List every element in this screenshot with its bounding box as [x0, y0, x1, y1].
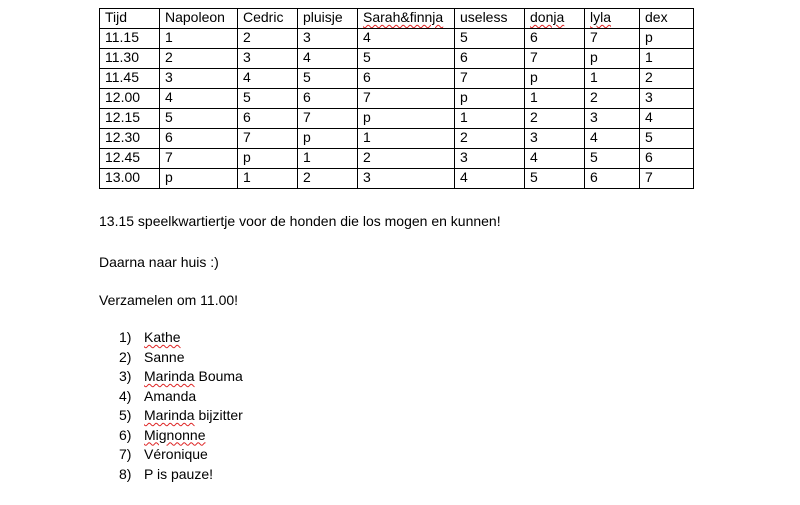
table-cell: 6	[238, 109, 298, 129]
table-row	[100, 69, 694, 89]
table-cell: 4	[160, 89, 238, 109]
table-cell: 5	[298, 69, 358, 89]
table-cell: 4	[298, 49, 358, 69]
table-cell: p	[238, 149, 298, 169]
list-number: 5)	[119, 407, 132, 423]
header-cell: dex	[640, 9, 694, 29]
table-cell: 1	[640, 49, 694, 69]
table-cell: 1	[160, 29, 238, 49]
volunteer-list	[119, 328, 243, 484]
table-cell: 6	[525, 29, 585, 49]
table-row	[100, 109, 694, 129]
header-cell-text: donja	[530, 9, 565, 25]
table-cell: 2	[585, 89, 640, 109]
table-cell: 4	[238, 69, 298, 89]
table-row	[100, 149, 694, 169]
table-cell: 2	[238, 29, 298, 49]
table-cell: 1	[585, 69, 640, 89]
table-cell: p	[160, 169, 238, 189]
table-cell: 3	[298, 29, 358, 49]
table-cell: 1	[455, 109, 525, 129]
table-cell: 12.30	[100, 129, 160, 149]
table-cell: p	[358, 109, 455, 129]
header-cell	[358, 9, 455, 29]
table-cell: 3	[238, 49, 298, 69]
table-cell: 2	[160, 49, 238, 69]
table-cell: 7	[585, 29, 640, 49]
header-cell: Cedric	[238, 9, 298, 29]
table-cell: 1	[298, 149, 358, 169]
list-number: 7)	[119, 446, 132, 462]
header-cell-text: lyla	[590, 9, 612, 25]
table-cell: 4	[455, 169, 525, 189]
table-cell: 7	[455, 69, 525, 89]
header-cell: Tijd	[100, 9, 160, 29]
table-cell: 7	[358, 89, 455, 109]
table-cell: 3	[160, 69, 238, 89]
table-cell: 7	[640, 169, 694, 189]
list-item	[119, 367, 243, 387]
table-cell: 1	[358, 129, 455, 149]
table-cell: 5	[585, 149, 640, 169]
table-cell: 6	[358, 69, 455, 89]
table-cell: 4	[358, 29, 455, 49]
list-item	[119, 328, 243, 348]
list-item	[119, 465, 243, 485]
header-cell	[525, 9, 585, 29]
table-row	[100, 129, 694, 149]
table-cell: 5	[640, 129, 694, 149]
table-cell: 3	[455, 149, 525, 169]
table-cell: 11.30	[100, 49, 160, 69]
table-cell: 7	[298, 109, 358, 129]
table-cell: 4	[525, 149, 585, 169]
table-cell: p	[640, 29, 694, 49]
table-cell: 1	[238, 169, 298, 189]
table-cell: 5	[238, 89, 298, 109]
table-cell: 2	[358, 149, 455, 169]
header-cell: pluisje	[298, 9, 358, 29]
list-name: Kathe	[144, 329, 181, 345]
list-name: Amanda	[144, 387, 197, 404]
schedule-table	[99, 8, 694, 189]
table-row	[100, 49, 694, 69]
table-row	[100, 89, 694, 109]
table-cell: 2	[298, 169, 358, 189]
list-name-rest: bijzitter	[194, 407, 243, 423]
table-header-row	[100, 9, 694, 29]
list-number: 1)	[119, 329, 132, 345]
table-cell: 1	[525, 89, 585, 109]
list-name: Marinda	[144, 407, 195, 423]
list-item	[119, 348, 243, 368]
table-cell: 7	[525, 49, 585, 69]
table-cell: 6	[640, 149, 694, 169]
header-cell: useless	[455, 9, 525, 29]
table-cell: p	[455, 89, 525, 109]
table-cell: 5	[358, 49, 455, 69]
list-number: 8)	[119, 465, 132, 482]
table-cell: 13.00	[100, 169, 160, 189]
table-cell: p	[585, 49, 640, 69]
list-item	[119, 406, 243, 426]
list-name: Marinda	[144, 368, 195, 384]
table-cell: 6	[455, 49, 525, 69]
list-item	[119, 387, 243, 407]
table-cell: 3	[640, 89, 694, 109]
table-cell: 3	[585, 109, 640, 129]
table-cell: 2	[455, 129, 525, 149]
list-number: 4)	[119, 387, 132, 404]
table-cell: 7	[160, 149, 238, 169]
table-cell: 6	[298, 89, 358, 109]
list-item	[119, 426, 243, 446]
table-cell: 5	[455, 29, 525, 49]
header-cell	[585, 9, 640, 29]
list-number: 2)	[119, 348, 132, 365]
table-cell: 11.15	[100, 29, 160, 49]
table-cell: 12.15	[100, 109, 160, 129]
list-name: Véronique	[144, 446, 208, 462]
table-cell: 12.00	[100, 89, 160, 109]
list-name: P is pauze!	[144, 465, 214, 482]
table-cell: 5	[525, 169, 585, 189]
table-cell: 12.45	[100, 149, 160, 169]
table-row	[100, 29, 694, 49]
play-quarter-note: 13.15 speelkwartiertje voor de honden die los mogen en kunnen!	[99, 213, 501, 229]
list-name-rest: Bouma	[194, 368, 243, 384]
table-cell: p	[525, 69, 585, 89]
table-cell: 4	[640, 109, 694, 129]
list-name: Mignonne	[144, 426, 206, 443]
table-cell: 5	[160, 109, 238, 129]
table-row	[100, 169, 694, 189]
table-cell: 3	[358, 169, 455, 189]
header-cell-text: Sarah&finnja	[363, 9, 444, 25]
table-cell: 6	[160, 129, 238, 149]
list-name: Sanne	[144, 348, 185, 365]
table-cell: 2	[640, 69, 694, 89]
list-number: 3)	[119, 368, 132, 384]
home-note: Daarna naar huis :)	[99, 254, 219, 270]
table-cell: 3	[525, 129, 585, 149]
table-cell: p	[298, 129, 358, 149]
header-cell: Napoleon	[160, 9, 238, 29]
table-cell: 7	[238, 129, 298, 149]
gather-note: Verzamelen om 11.00!	[99, 292, 239, 308]
table-cell: 2	[525, 109, 585, 129]
table-cell: 4	[585, 129, 640, 149]
table-cell: 6	[585, 169, 640, 189]
list-number: 6)	[119, 426, 132, 443]
list-item	[119, 445, 243, 465]
table-cell: 11.45	[100, 69, 160, 89]
